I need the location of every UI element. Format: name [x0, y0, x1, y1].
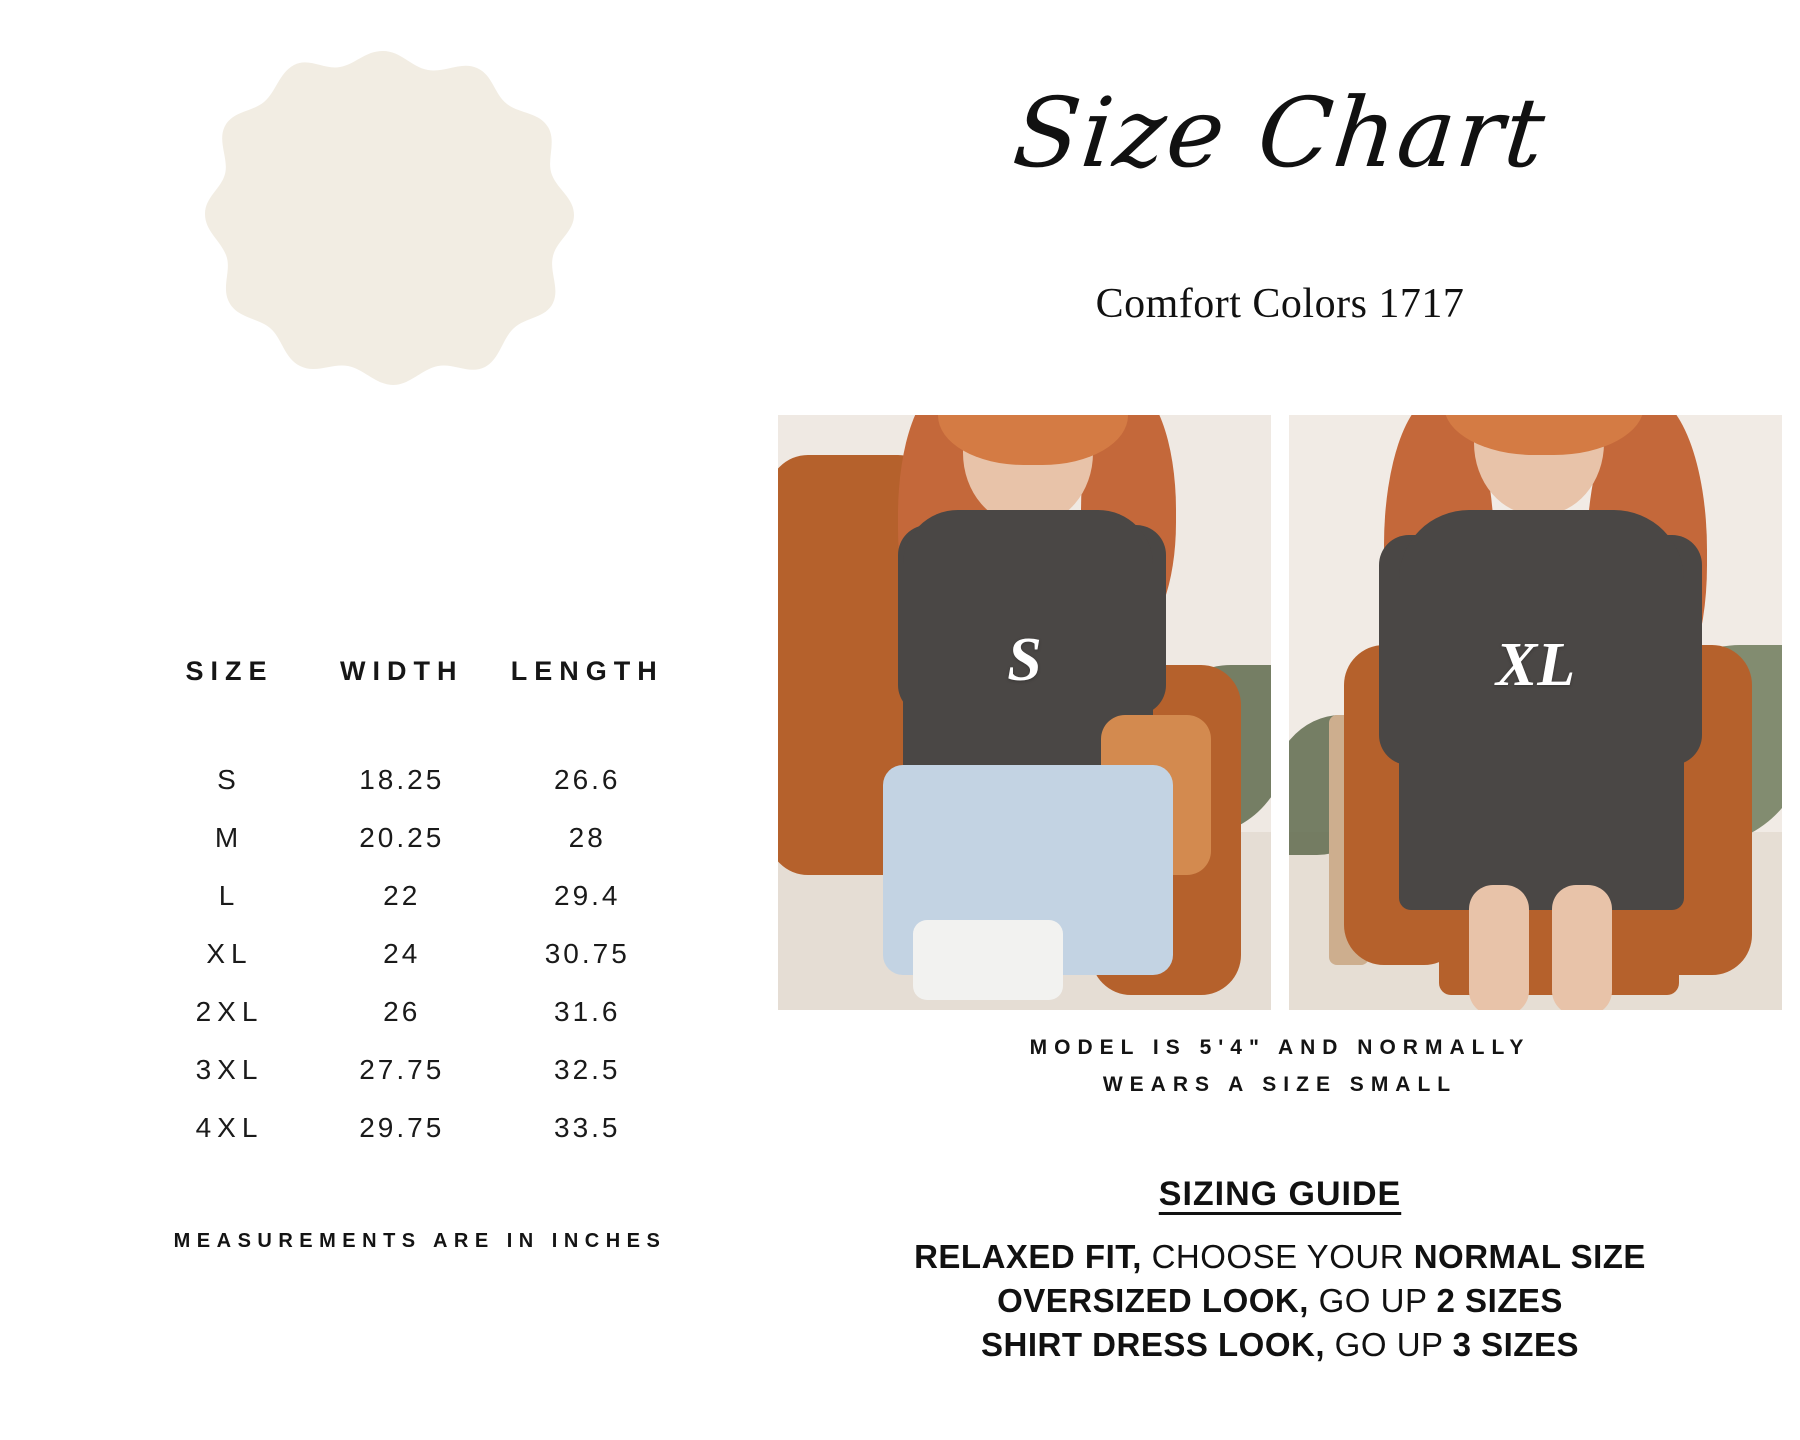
- guide-line-mid: GO UP: [1325, 1325, 1453, 1363]
- cell-width: 24: [383, 938, 421, 969]
- cell-size: S: [217, 764, 242, 795]
- table-row: [150, 809, 680, 867]
- table-row: [150, 925, 680, 983]
- cell-size: 2XL: [195, 996, 264, 1027]
- photo-label-s: S: [1007, 626, 1042, 694]
- cell-size: 4XL: [195, 1112, 264, 1143]
- cell-width: 18.25: [359, 764, 445, 795]
- size-table: [150, 655, 680, 1157]
- model-note-line-1: MODEL IS 5'4" AND NORMALLY: [1029, 1036, 1531, 1059]
- page-subtitle: Comfort Colors 1717: [1095, 281, 1465, 327]
- photo-label-xl: XL: [1495, 631, 1576, 699]
- guide-line-strong: 3 SIZES: [1452, 1325, 1579, 1363]
- table-row: [150, 751, 680, 809]
- sizing-guide-title: SIZING GUIDE: [1158, 1175, 1402, 1213]
- page-title: Size Chart: [1008, 77, 1552, 189]
- cell-width: 29.75: [359, 1112, 445, 1143]
- photo-scene-s: [778, 415, 1271, 1010]
- decorative-blob: [168, 45, 598, 505]
- table-row: [150, 867, 680, 925]
- photo-size-xl: [1289, 415, 1782, 1010]
- photo-scene-xl: [1289, 415, 1782, 1010]
- header-length: LENGTH: [510, 656, 664, 686]
- table-row: [150, 983, 680, 1041]
- cell-length: 28: [568, 822, 606, 853]
- guide-line-prefix: RELAXED FIT,: [914, 1238, 1142, 1275]
- guide-line-strong: NORMAL SIZE: [1413, 1238, 1646, 1275]
- guide-line-prefix: SHIRT DRESS LOOK,: [980, 1325, 1326, 1363]
- cell-length: 31.6: [554, 996, 621, 1027]
- right-column: [760, 0, 1800, 1440]
- cell-width: 26: [383, 996, 421, 1027]
- model-note: [800, 1030, 1760, 1104]
- left-column: [0, 0, 760, 1440]
- photo-row: [760, 415, 1800, 1010]
- guide-line-prefix: OVERSIZED LOOK,: [997, 1281, 1309, 1319]
- guide-line-strong: 2 SIZES: [1436, 1281, 1563, 1319]
- cell-length: 29.4: [554, 880, 621, 911]
- table-header-row: [150, 655, 680, 751]
- photo-size-s: [778, 415, 1271, 1010]
- cell-width: 20.25: [359, 822, 445, 853]
- cell-width: 22: [383, 880, 421, 911]
- cell-length: 33.5: [554, 1112, 621, 1143]
- cell-size: 3XL: [195, 1054, 264, 1085]
- sizing-guide-line: [760, 1279, 1800, 1323]
- cell-length: 30.75: [544, 938, 630, 969]
- table-row: [150, 1041, 680, 1099]
- cell-length: 32.5: [554, 1054, 621, 1085]
- cell-size: XL: [206, 938, 253, 969]
- guide-line-mid: CHOOSE YOUR: [1141, 1238, 1414, 1275]
- sizing-guide-lines: [760, 1235, 1800, 1367]
- cell-length: 26.6: [554, 764, 621, 795]
- guide-line-mid: GO UP: [1308, 1281, 1437, 1319]
- cell-size: M: [214, 822, 245, 853]
- cell-size: L: [218, 880, 241, 911]
- measurements-note: MEASUREMENTS ARE IN INCHES: [173, 1230, 667, 1252]
- cell-width: 27.75: [359, 1054, 445, 1085]
- size-table-block: [150, 655, 680, 1157]
- sizing-guide-line: [760, 1235, 1800, 1279]
- header-size: SIZE: [185, 656, 274, 686]
- table-row: [150, 1099, 680, 1157]
- model-note-line-2: WEARS A SIZE SMALL: [1102, 1072, 1458, 1096]
- sizing-guide-line: [760, 1323, 1800, 1367]
- header-width: WIDTH: [340, 656, 464, 686]
